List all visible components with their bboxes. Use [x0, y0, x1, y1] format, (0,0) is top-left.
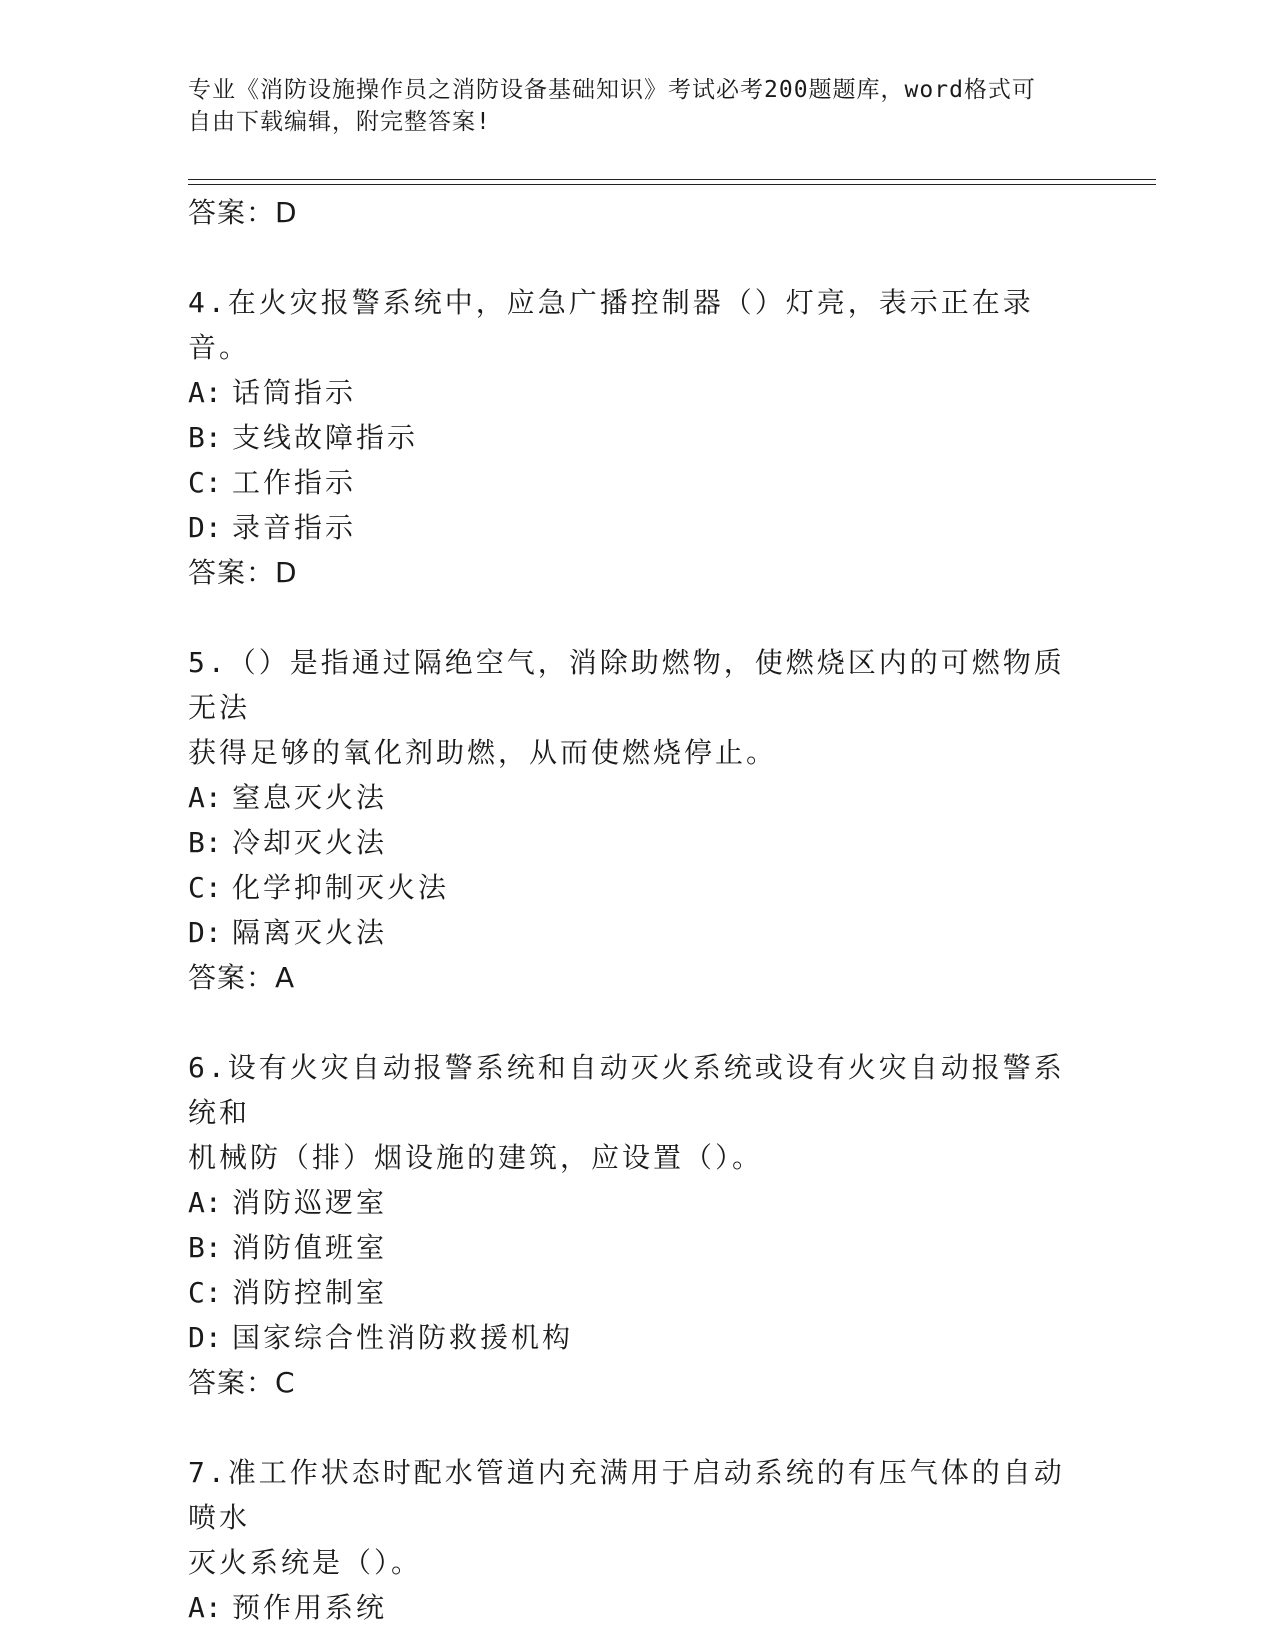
- option-text: 录音指示: [232, 511, 357, 544]
- option-text: 消防巡逻室: [232, 1186, 388, 1219]
- question-stem-line-2: 机械防（排）烟设施的建筑，应设置（）。: [188, 1141, 764, 1174]
- option-b: [188, 820, 1088, 865]
- option-b: [188, 1225, 1088, 1270]
- header-rule-bottom: [188, 184, 1156, 185]
- header-line-1: 专业《消防设施操作员之消防设备基础知识》考试必考200题题库，word格式可: [188, 77, 1036, 103]
- option-letter: D:: [188, 511, 222, 544]
- option-text: 话筒指示: [232, 376, 357, 409]
- answer-line: 答案：A: [188, 961, 296, 994]
- question-5: [188, 640, 1088, 1000]
- option-text: 工作指示: [232, 466, 357, 499]
- option-text: 窒息灭火法: [232, 781, 388, 814]
- option-text: 冷却灭火法: [232, 826, 388, 859]
- option-text: 消防控制室: [232, 1276, 388, 1309]
- question-stem-line-2: 获得足够的氧化剂助燃，从而使燃烧停止。: [188, 736, 778, 769]
- option-letter: C:: [188, 466, 222, 499]
- option-letter: C:: [188, 1276, 222, 1309]
- answer-line: 答案：D: [188, 556, 298, 589]
- option-letter: C:: [188, 871, 222, 904]
- option-c: [188, 865, 1088, 910]
- option-a: [188, 1585, 1088, 1630]
- option-letter: A:: [188, 781, 222, 814]
- question-stem-line-1: 6.设有火灾自动报警系统和自动灭火系统或设有火灾自动报警系统和: [188, 1051, 1065, 1129]
- option-text: 国家综合性消防救援机构: [232, 1321, 574, 1354]
- document-header: [188, 74, 1068, 138]
- option-text: 隔离灭火法: [232, 916, 388, 949]
- header-rule-top: [188, 179, 1156, 180]
- option-letter: B:: [188, 826, 222, 859]
- question-stem-line-2: 灭火系统是（）。: [188, 1546, 423, 1579]
- option-c: [188, 1270, 1088, 1315]
- question-4: [188, 280, 1088, 595]
- option-b: [188, 415, 1088, 460]
- answer-line: 答案：D: [188, 196, 298, 229]
- document-body: [188, 190, 1088, 1630]
- option-d: [188, 1315, 1088, 1360]
- question-stem: 4.在火灾报警系统中，应急广播控制器（）灯亮，表示正在录音。: [188, 286, 1034, 364]
- option-text: 支线故障指示: [232, 421, 419, 454]
- question-7: [188, 1450, 1088, 1630]
- option-text: 化学抑制灭火法: [232, 871, 450, 904]
- option-letter: D:: [188, 1321, 222, 1354]
- option-c: [188, 460, 1088, 505]
- option-d: [188, 505, 1088, 550]
- option-letter: A:: [188, 1591, 222, 1624]
- option-letter: A:: [188, 376, 222, 409]
- option-letter: A:: [188, 1186, 222, 1219]
- option-a: [188, 370, 1088, 415]
- option-d: [188, 910, 1088, 955]
- option-text: 消防值班室: [232, 1231, 388, 1264]
- option-letter: B:: [188, 421, 222, 454]
- option-a: [188, 1180, 1088, 1225]
- option-a: [188, 775, 1088, 820]
- option-letter: D:: [188, 916, 222, 949]
- question-stem-line-1: 5.（）是指通过隔绝空气，消除助燃物，使燃烧区内的可燃物质无法: [188, 646, 1065, 724]
- option-letter: B:: [188, 1231, 222, 1264]
- question-6: [188, 1045, 1088, 1405]
- option-text: 预作用系统: [232, 1591, 388, 1624]
- question-stem-line-1: 7.准工作状态时配水管道内充满用于启动系统的有压气体的自动喷水: [188, 1456, 1065, 1534]
- header-line-2: 自由下载编辑，附完整答案!: [188, 109, 491, 135]
- answer-line: 答案：C: [188, 1366, 296, 1399]
